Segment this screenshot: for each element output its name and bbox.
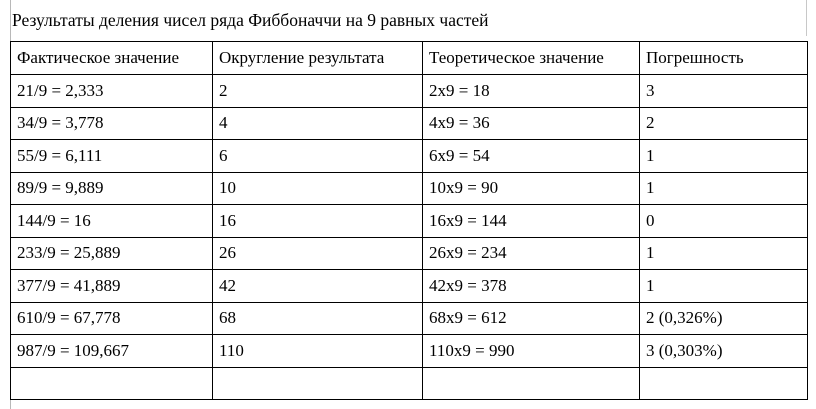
cell-rounded-result: 10 xyxy=(213,172,423,205)
cell-error: 3 xyxy=(640,75,808,108)
table-row xyxy=(11,172,808,205)
page-margin-line-right xyxy=(806,0,807,36)
table-row xyxy=(11,107,808,140)
table-row xyxy=(11,237,808,270)
cell-error: 1 xyxy=(640,172,808,205)
cell-actual-value: 377/9 = 41,889 xyxy=(11,270,213,303)
cell-theoretical-value: 2x9 = 18 xyxy=(423,75,640,108)
cell-rounded-result: 42 xyxy=(213,270,423,303)
header-rounded-result: Округление результата xyxy=(213,42,423,75)
cell-rounded-result: 16 xyxy=(213,205,423,238)
table-row xyxy=(11,302,808,335)
cell-rounded-result: 110 xyxy=(213,335,423,368)
cell-actual-value xyxy=(11,367,213,400)
cell-theoretical-value: 68x9 = 612 xyxy=(423,302,640,335)
cell-rounded-result xyxy=(213,367,423,400)
cell-theoretical-value xyxy=(423,367,640,400)
cell-rounded-result: 6 xyxy=(213,140,423,173)
cell-rounded-result: 4 xyxy=(213,107,423,140)
cell-actual-value: 89/9 = 9,889 xyxy=(11,172,213,205)
header-actual-value: Фактическое значение xyxy=(11,42,213,75)
cell-error: 3 (0,303%) xyxy=(640,335,808,368)
cell-error: 1 xyxy=(640,270,808,303)
cell-error: 2 (0,326%) xyxy=(640,302,808,335)
table-row xyxy=(11,367,808,400)
cell-error: 1 xyxy=(640,237,808,270)
cell-actual-value: 55/9 = 6,111 xyxy=(11,140,213,173)
cell-theoretical-value: 6x9 = 54 xyxy=(423,140,640,173)
cell-actual-value: 610/9 = 67,778 xyxy=(11,302,213,335)
cell-error xyxy=(640,367,808,400)
cell-rounded-result: 2 xyxy=(213,75,423,108)
table-caption: Результаты деления чисел ряда Фиббоначчи на 9 равных частей xyxy=(12,10,489,30)
cell-theoretical-value: 10x9 = 90 xyxy=(423,172,640,205)
cell-theoretical-value: 26x9 = 234 xyxy=(423,237,640,270)
cell-rounded-result: 68 xyxy=(213,302,423,335)
header-theoretical-value: Теоретическое значение xyxy=(423,42,640,75)
cell-actual-value: 233/9 = 25,889 xyxy=(11,237,213,270)
cell-actual-value: 144/9 = 16 xyxy=(11,205,213,238)
table-row xyxy=(11,335,808,368)
header-error: Погрешность xyxy=(640,42,808,75)
cell-actual-value: 34/9 = 3,778 xyxy=(11,107,213,140)
table-header-row xyxy=(11,42,808,75)
cell-theoretical-value: 110x9 = 990 xyxy=(423,335,640,368)
table-row xyxy=(11,270,808,303)
table-row xyxy=(11,140,808,173)
table-row xyxy=(11,205,808,238)
fibonacci-division-table xyxy=(10,41,808,400)
cell-theoretical-value: 4x9 = 36 xyxy=(423,107,640,140)
cell-actual-value: 21/9 = 2,333 xyxy=(11,75,213,108)
cell-rounded-result: 26 xyxy=(213,237,423,270)
table-row xyxy=(11,75,808,108)
cell-error: 0 xyxy=(640,205,808,238)
cell-theoretical-value: 16x9 = 144 xyxy=(423,205,640,238)
cell-error: 2 xyxy=(640,107,808,140)
cell-theoretical-value: 42x9 = 378 xyxy=(423,270,640,303)
cell-error: 1 xyxy=(640,140,808,173)
cell-actual-value: 987/9 = 109,667 xyxy=(11,335,213,368)
